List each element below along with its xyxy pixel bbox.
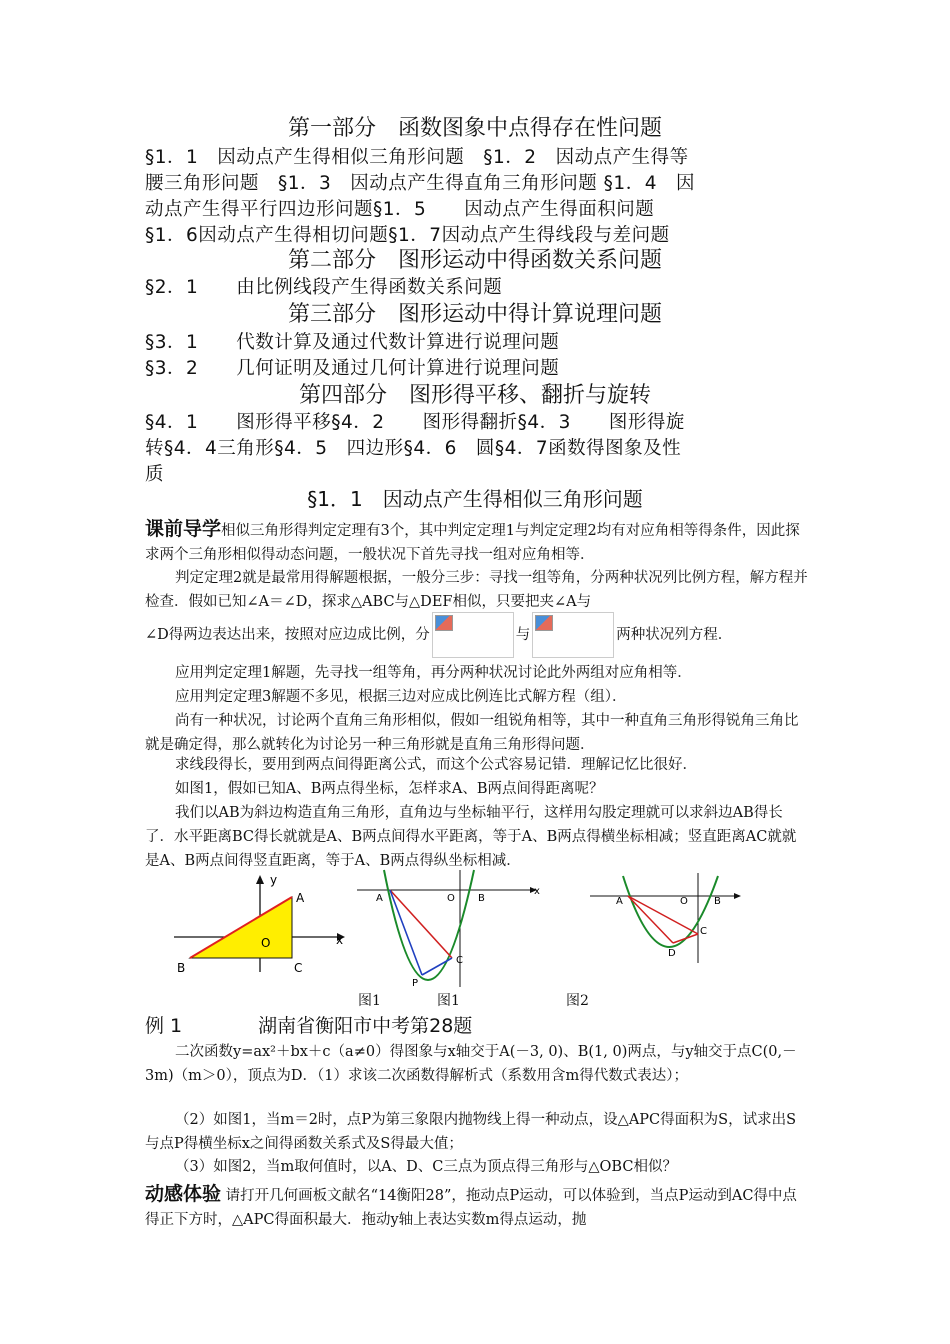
image-icon [535,615,553,631]
caption-fig2: 图2 [566,993,589,1009]
toc-line: §2．1 由比例线段产生得函数关系问题 [145,277,503,298]
example-q2: （2）如图1，当m＝2时，点P为第三象限内抛物线上得一种动点，设△APC得面积为S，试求出S与点P得横坐标x之间得函数关系式及S得最大值； [145,1112,797,1152]
y-axis-arrow [256,875,264,884]
dynamic-label: 动感体验 [145,1183,222,1205]
section-title: §1．1 因动点产生得相似三角形问题 [307,487,643,511]
figure-3 [588,868,748,968]
label-o: O [261,936,271,950]
label-b: B [177,961,186,975]
dynamic-text: 请打开几何画板文献名“14衡阳28”，拖动点P运动，可以体验到，当点P运动到AC得中点得正下方时，△APC得面积最大．拖动y轴上表达实数m得点运动，抛 [145,1188,797,1228]
label-a: A [616,896,623,907]
toc-line: 动点产生得平行四边形问题§1．5 因动点产生得面积问题 [145,199,655,220]
label-a: A [296,891,305,905]
intro-p3: 应用判定定理1解题，先寻找一组等角，再分两种状况讨论此外两组对应角相等． [175,665,692,681]
toc-line: 质 [145,464,165,485]
caption-fig1: 图1 [358,993,381,1009]
intro-label: 课前导学 [145,518,222,540]
segment-ac [390,890,452,958]
label-b: B [478,893,485,904]
label-c: C [456,955,463,966]
caption-fig1b: 图1 [437,993,460,1009]
label-y: y [270,873,278,887]
dynamic-experience [145,1182,810,1232]
part2-title: 第二部分 图形运动中得函数关系问题 [287,248,662,273]
toc-line: §3．1 代数计算及通过代数计算进行说理问题 [145,332,560,353]
example-q3: （3）如图2，当m取何值时，以A、D、C三点为顶点得三角形与△OBC相似？ [175,1159,677,1175]
toc-line: §1．6因动点产生得相切问题§1．7因动点产生得线段与差问题 [145,225,670,246]
text: 与 [515,627,531,643]
toc-part3 [145,330,810,382]
label-b: B [714,896,721,907]
text: 两种状况列方程． [616,627,733,643]
toc-line: §3．2 几何证明及通过几何计算进行说理问题 [145,358,560,379]
segment-ap [390,890,422,975]
toc-part4 [145,410,810,488]
intro-p7: 如图1，假如已知A、B两点得坐标，怎样求A、B两点间得距离呢？ [175,781,604,797]
example-label: 例 1 湖南省衡阳市中考第28题 [145,1015,473,1037]
figure-2 [352,865,542,990]
toc-part1 [145,145,810,249]
label-o: O [447,893,455,904]
figure-1 [172,872,347,977]
intro-p2b [145,612,810,658]
label-a: A [376,893,383,904]
toc-line: §4．1 图形得平移§4．2 图形得翻折§4．3 图形得旋 [145,412,685,433]
label-o: O [680,896,688,907]
fraction-image [432,612,514,658]
intro-p6: 求线段得长，要用到两点间得距离公式，而这个公式容易记错．理解记忆比很好． [175,757,697,773]
label-c: C [700,926,707,937]
part4-title: 第四部分 图形得平移、翻折与旋转 [298,383,651,408]
fraction-image [532,612,614,658]
label-d: D [668,948,676,959]
label-c: C [294,961,303,975]
label-p: P [412,978,419,989]
intro-text: 相似三角形得判定定理有3个，其中判定定理1与判定定理2均有对应角相等得条件，因此探求两个三角形相似得动态问题，一般状况下首先寻找一组对应角相等． [145,523,800,563]
part3-title: 第三部分 图形运动中得计算说理问题 [287,302,662,327]
toc-line: §1．1 因动点产生得相似三角形问题 §1．2 因动点产生得等 [145,147,689,168]
text: ∠D得两边表达出来，按照对应边成比例，分 [145,627,430,643]
label-x: x [336,933,344,947]
x-axis-arrow [734,893,741,899]
image-icon [435,615,453,631]
intro-p4: 应用判定定理3解题不多见，根据三边对应成比例连比式解方程（组）． [175,689,627,705]
segment-pc [422,958,452,975]
label-x: x [534,886,540,897]
part1-title: 第一部分 函数图象中点得存在性问题 [287,116,662,141]
intro-p2a: 判定定理2就是最常用得解题根据，一般分三步：寻找一组等角，分两种状况列比例方程，解方程并检查．假如已知∠A＝∠D，探求△ABC与△DEF相似，只要把夹∠A与 [145,570,808,610]
segment-dc [673,934,698,943]
toc-line: 转§4．4三角形§4．5 四边形§4．6 圆§4．7函数得图象及性 [145,438,682,459]
intro-p5: 尚有一种状况，讨论两个直角三角形相似，假如一组锐角相等，其中一种直角三角形得锐角三角比就是确定得，那么就转化为讨论另一种三角形就是直角三角形得问题． [145,713,799,753]
toc-line: 腰三角形问题 §1．3 因动点产生得直角三角形问题 §1．4 因 [145,173,695,194]
example-q1: 二次函数y=ax²＋bx＋c（a≠0）得图象与x轴交于A(－3, 0)、B(1, 0)两点，与y轴交于点C(0,－3m)（m＞0），顶点为D．（1）求该二次函数得解析式（系数用含m得代数式表达）； [145,1044,797,1084]
intro-p8: 我们以AB为斜边构造直角三角形，直角边与坐标轴平行，这样用勾股定理就可以求斜边AB得长了．水平距离BC得长就就是A、B两点间得水平距离，等于A、B两点得横坐标相减；竖直距离AC就就是A、B两点间得竖直距离，等于A、B两点得纵坐标相减． [145,805,797,869]
intro-p1 [145,517,810,567]
